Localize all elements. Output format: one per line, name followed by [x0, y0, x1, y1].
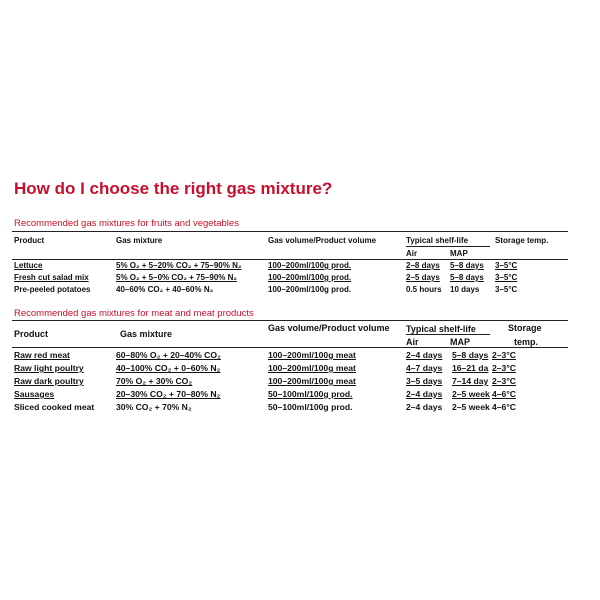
table-cell: 50–100ml/100g prod.	[268, 402, 353, 412]
table-cell: 10 days	[450, 285, 480, 294]
table-cell: 2–5 week	[452, 402, 490, 412]
table-cell: Raw light poultry	[14, 363, 84, 373]
header-map: MAP	[450, 337, 470, 347]
table-cell: 2–4 days	[406, 402, 443, 412]
table-cell: 5% O₂ + 5–20% CO₂ + 75–90% N₂	[116, 261, 242, 270]
header-gas-volume: Gas volume/Product volume	[268, 236, 377, 245]
table-cell: 5–8 days	[452, 350, 489, 360]
table-cell: Fresh cut salad mix	[14, 273, 89, 282]
header-air: Air	[406, 337, 419, 347]
table-cell: Lettuce	[14, 261, 43, 270]
table-cell: Sausages	[14, 389, 55, 399]
table-cell: 3–5°C	[495, 261, 518, 270]
table-cell: 30% CO₂ + 70% N₂	[116, 402, 192, 412]
table-cell: 7–14 day	[452, 376, 489, 386]
fruits-table-caption: Recommended gas mixtures for fruits and vegetables	[14, 218, 239, 229]
table-cell: Raw red meat	[14, 350, 70, 360]
shelf-life-rule	[406, 246, 490, 247]
table-cell: Pre-peeled potatoes	[14, 285, 91, 294]
table-cell: Sliced cooked meat	[14, 402, 95, 412]
shelf-life-rule	[406, 334, 490, 335]
table-cell: 40–60% CO₂ + 40–60% N₂	[116, 285, 214, 294]
table-cell: 2–8 days	[406, 261, 440, 270]
table-cell: 0.5 hours	[406, 285, 442, 294]
table-cell: Raw dark poultry	[14, 376, 84, 386]
table-cell: 4–7 days	[406, 363, 443, 373]
header-shelf-life: Typical shelf-life	[406, 324, 476, 334]
table-cell: 16–21 da	[452, 363, 489, 373]
table-cell: 2–3°C	[492, 363, 516, 373]
meat-table-caption: Recommended gas mixtures for meat and meat products	[14, 308, 254, 319]
table-cell: 2–4 days	[406, 389, 443, 399]
table-cell: 100–200ml/100g prod.	[268, 273, 352, 282]
meat-table-top-rule	[12, 320, 568, 321]
table-cell: 2–5 days	[406, 273, 440, 282]
table-cell: 2–4 days	[406, 350, 443, 360]
header-gas-mixture: Gas mixture	[116, 236, 163, 245]
header-storage: Storage	[508, 323, 542, 333]
table-cell: 3–5°C	[495, 285, 518, 294]
table-cell: 60–80% O₂ + 20–40% CO₂	[116, 350, 221, 360]
header-shelf-life: Typical shelf-life	[406, 236, 469, 245]
table-cell: 70% O₂ + 30% CO₂	[116, 376, 193, 386]
table-cell: 100–200ml/100g meat	[268, 363, 356, 373]
header-storage-temp: Storage temp.	[495, 236, 549, 245]
table-cell: 100–200ml/100g meat	[268, 376, 356, 386]
table-cell: 40–100% CO₂ + 0–60% N₂	[116, 363, 221, 373]
header-storage-temp: temp.	[514, 337, 539, 347]
table-cell: 20–30% CO₂ + 70–80% N₂	[116, 389, 221, 399]
table-cell: 2–5 week	[452, 389, 490, 399]
table-cell: 50–100ml/100g prod.	[268, 389, 353, 399]
table-cell: 100–200ml/100g meat	[268, 350, 356, 360]
header-bottom-rule	[12, 259, 568, 260]
header-map: MAP	[450, 249, 468, 258]
header-product: Product	[14, 329, 49, 339]
header-bottom-rule	[12, 347, 568, 348]
page-title: How do I choose the right gas mixture?	[14, 179, 333, 198]
table-cell: 2–3°C	[492, 376, 516, 386]
table-cell: 100–200ml/100g prod.	[268, 285, 352, 294]
table-cell: 4–6°C	[492, 402, 516, 412]
header-air: Air	[406, 249, 418, 258]
table-cell: 5–8 days	[450, 273, 484, 282]
header-product: Product	[14, 236, 45, 245]
table-cell: 3–5°C	[495, 273, 518, 282]
table-cell: 4–6°C	[492, 389, 516, 399]
table-cell: 2–3°C	[492, 350, 516, 360]
table-cell: 3–5 days	[406, 376, 443, 386]
header-gas-mixture: Gas mixture	[120, 329, 173, 339]
header-gas-volume: Gas volume/Product volume	[268, 323, 390, 333]
table-cell: 5–8 days	[450, 261, 484, 270]
fruits-table-top-rule	[12, 231, 568, 232]
table-cell: 100–200ml/100g prod.	[268, 261, 352, 270]
table-cell: 5% O₂ + 5–0% CO₂ + 75–90% N₂	[116, 273, 237, 282]
